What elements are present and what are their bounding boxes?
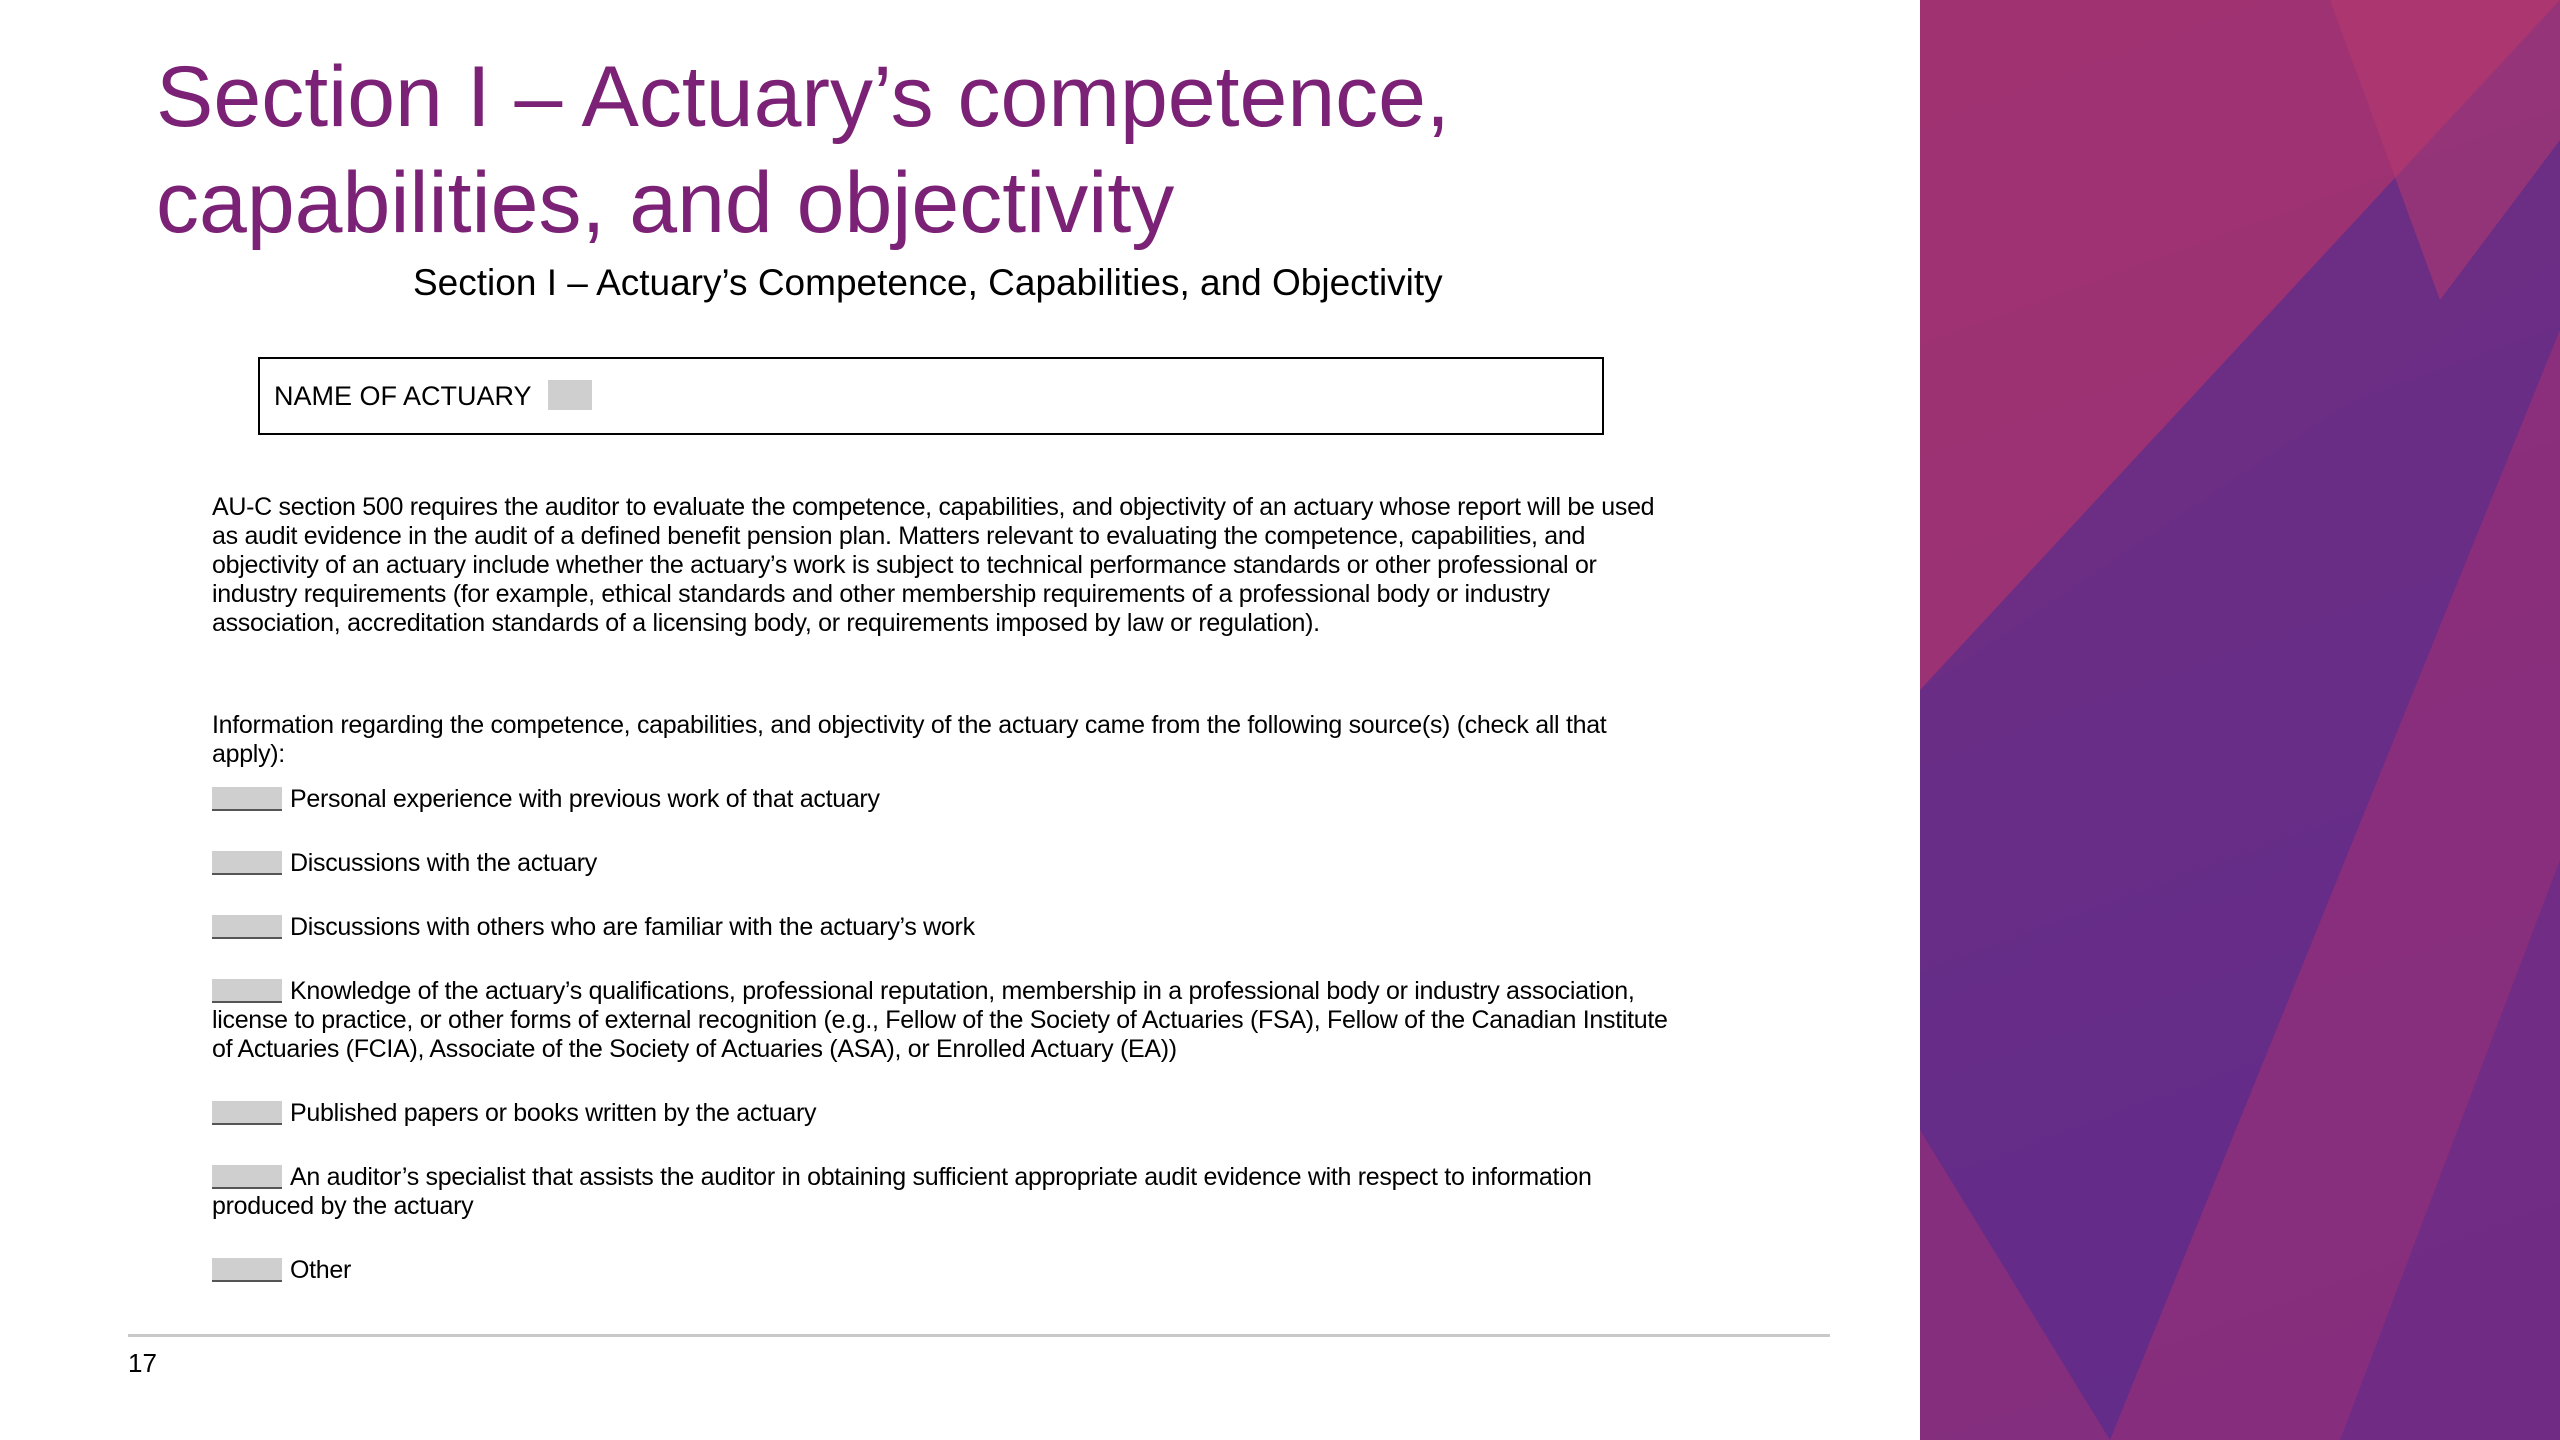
geometric-background-graphic <box>1920 0 2560 1440</box>
source-label: Personal experience with previous work of that actuary <box>290 785 880 813</box>
source-item-discussions-actuary <box>212 849 1672 878</box>
source-checkbox[interactable] <box>212 979 282 1003</box>
slide-title-line-1: Section I – Actuary’s competence, <box>156 49 1450 145</box>
sources-instruction: Information regarding the competence, capabilities, and objectivity of the actuary came from the following source(s) (check all that apply): <box>212 711 1607 768</box>
source-label: Knowledge of the actuary’s qualifications, professional reputation, membership in a professional body or industry association, license to practice, or other forms of external recognition (e.g., Fellow of the Society of Actuaries (FSA), Fellow of the Canadian Institute of Actuaries (FCIA), Associate of the Society of Actuaries (ASA), or Enrolled Actuary (EA)) <box>212 977 1668 1063</box>
source-label: Published papers or books written by the actuary <box>290 1099 817 1127</box>
source-checkbox[interactable] <box>212 1165 282 1189</box>
source-checkbox[interactable] <box>212 851 282 875</box>
footer-rule <box>128 1334 1830 1337</box>
source-item-published-papers <box>212 1099 1672 1128</box>
actuary-name-label: NAME OF ACTUARY <box>274 381 532 411</box>
decorative-side-panel <box>1920 0 2560 1440</box>
source-item-personal-experience <box>212 785 1672 814</box>
source-label: An auditor’s specialist that assists the auditor in obtaining sufficient appropriate audit evidence with respect to information produced by the actuary <box>212 1163 1592 1220</box>
actuary-name-field[interactable] <box>548 380 592 410</box>
actuary-name-box <box>258 357 1604 435</box>
slide-title <box>156 44 1856 256</box>
intro-paragraph: AU-C section 500 requires the auditor to evaluate the competence, capabilities, and objectivity of an actuary whose report will be used as audit evidence in the audit of a defined benefit pension plan. Matters relevant to evaluating the competence, capabilities, and objectivity of an actuary include whether the actuary’s work is subject to technical performance standards or other professional or industry requirements (for example, ethical standards and other membership requirements of a professional body or industry association, accreditation standards of a licensing body, or requirements imposed by law or regulation). <box>212 493 1655 637</box>
source-checkbox[interactable] <box>212 1258 282 1282</box>
source-label: Other <box>290 1256 352 1284</box>
source-item-discussions-others <box>212 913 1672 942</box>
source-item-other <box>212 1256 1672 1285</box>
slide-title-line-2: capabilities, and objectivity <box>156 155 1175 251</box>
source-checkbox[interactable] <box>212 1101 282 1125</box>
form-body <box>212 493 1672 1285</box>
source-item-qualifications <box>212 977 1672 1064</box>
page-number: 17 <box>128 1348 157 1378</box>
form-heading: Section I – Actuary’s Competence, Capabilities, and Objectivity <box>413 262 1443 303</box>
source-checkbox[interactable] <box>212 787 282 811</box>
source-checkbox[interactable] <box>212 915 282 939</box>
source-label: Discussions with the actuary <box>290 849 598 877</box>
source-label: Discussions with others who are familiar with the actuary’s work <box>290 913 975 941</box>
source-item-auditor-specialist <box>212 1163 1672 1221</box>
